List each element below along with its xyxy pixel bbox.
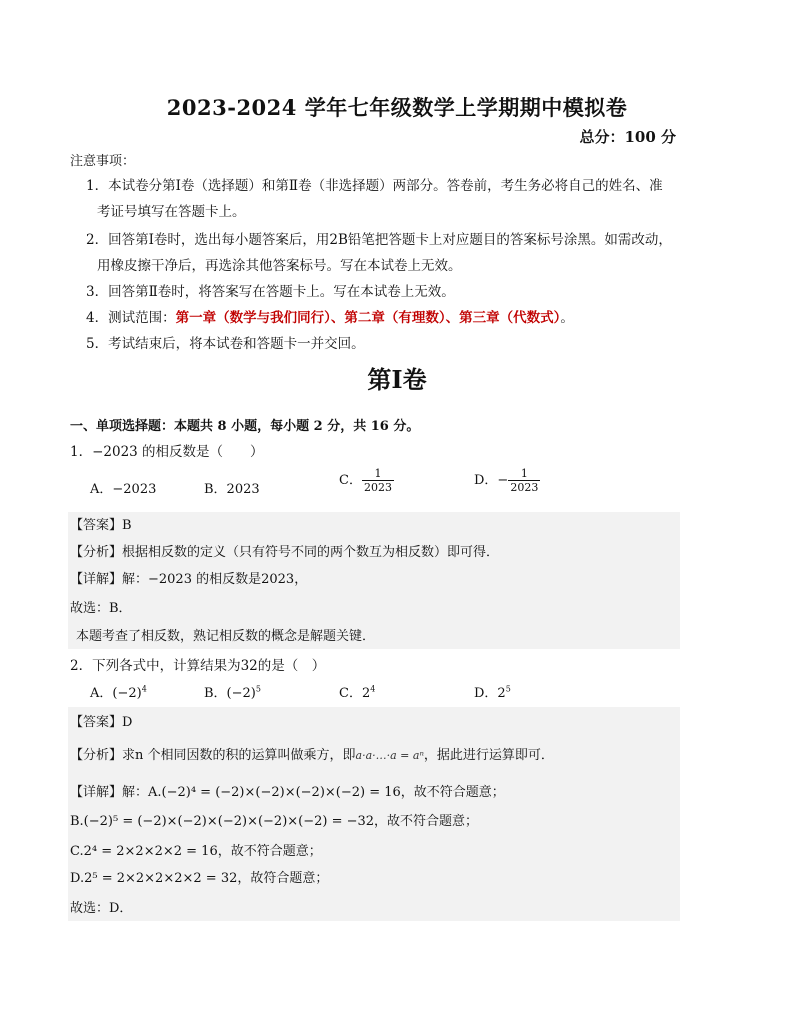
q1-answer: 【答案】B <box>70 518 132 533</box>
note-item-4-scope: 第一章（数学与我们同行）、第二章（有理数）、第三章（代数式） <box>175 310 561 326</box>
q1-option-c-label: C． <box>339 473 362 488</box>
q1-option-b: B．2023 <box>204 482 260 497</box>
note-item-3: 3．回答第Ⅱ卷时，将答案写在答题卡上。写在本试卷上无效。 <box>86 284 455 300</box>
q1-option-d-fraction: $\frac{1}{2023}$ <box>510 467 539 494</box>
q2-detail-b: B.(−2)⁵ = (−2)×(−2)×(−2)×(−2)×(−2) = −32，故不符合题意； <box>70 814 479 829</box>
q1-option-d-label: D．− <box>474 473 509 488</box>
notes-heading: 注意事项： <box>70 154 136 169</box>
note-item-5: 5．考试结束后，将本试卷和答题卡一并交回。 <box>86 336 365 352</box>
q1-choose: 故选：B． <box>70 601 132 616</box>
total-score: 总分：100 分 <box>579 128 676 146</box>
note-item-1-line1: 1．本试卷分第Ⅰ卷（选择题）和第Ⅱ卷（非选择题）两部分。答卷前，考生务必将自己的姓名、准 <box>86 178 663 194</box>
q2-stem: 2．下列各式中，计算结果为32的是（ ） <box>70 658 326 674</box>
q1-comment: 本题考查了相反数，熟记相反数的概念是解题关键． <box>76 629 376 644</box>
q1-detail: 【详解】解：−2023 的相反数是2023， <box>70 572 308 587</box>
note-item-2-line2: 用橡皮擦干净后，再选涂其他答案标号。写在本试卷上无效。 <box>97 258 462 274</box>
q2-detail-d: D.2⁵ = 2×2×2×2×2 = 32，故符合题意； <box>70 871 329 886</box>
q2-detail-c: C.2⁴ = 2×2×2×2 = 16，故不符合题意； <box>70 844 322 859</box>
q1-option-c <box>339 467 394 494</box>
note-item-1-line2: 考证号填写在答题卡上。 <box>97 204 246 220</box>
note-item-4 <box>86 306 574 326</box>
q2-power-formula: a·a·…·a = aⁿ <box>355 749 424 762</box>
note-item-4-prefix: 4．测试范围： <box>86 310 176 326</box>
q1-option-a: A．−2023 <box>90 482 157 497</box>
q2-option-b: B．$(-2)^5$ <box>204 684 261 701</box>
q2-analysis: 【分析】求n 个相同因数的积的运算叫做乘方，即a·a·…·a = aⁿ，据此进行运算即可． <box>70 748 554 763</box>
q1-stem: 1．−2023 的相反数是（ ） <box>70 444 264 460</box>
q1-analysis: 【分析】根据相反数的定义（只有符号不同的两个数互为相反数）即可得． <box>70 545 500 560</box>
q1-option-d <box>474 467 540 494</box>
q2-option-c: C．$2^4$ <box>339 684 376 701</box>
q2-option-d: D．$2^5$ <box>474 684 511 701</box>
q2-detail-a: 【详解】解：A.(−2)⁴ = (−2)×(−2)×(−2)×(−2) = 16，故不符合题意； <box>70 785 505 800</box>
q2-answer: 【答案】D <box>70 715 133 730</box>
note-item-2-line1: 2．回答第Ⅰ卷时，选出每小题答案后，用2B铅笔把答题卡上对应题目的答案标号涂黑。如需改动， <box>86 232 672 248</box>
q2-choose: 故选：D． <box>70 901 133 916</box>
note-item-4-suffix: 。 <box>560 310 574 326</box>
volume-title: 第Ⅰ卷 <box>367 365 427 394</box>
q1-option-c-fraction: $\frac{1}{2023}$ <box>363 467 392 494</box>
q2-option-a: A．$(-2)^4$ <box>90 684 147 701</box>
section-title: 一、单项选择题：本题共 8 小题，每小题 2 分，共 16 分。 <box>70 419 420 434</box>
page-title: 2023-2024 学年七年级数学上学期期中模拟卷 <box>166 95 628 120</box>
